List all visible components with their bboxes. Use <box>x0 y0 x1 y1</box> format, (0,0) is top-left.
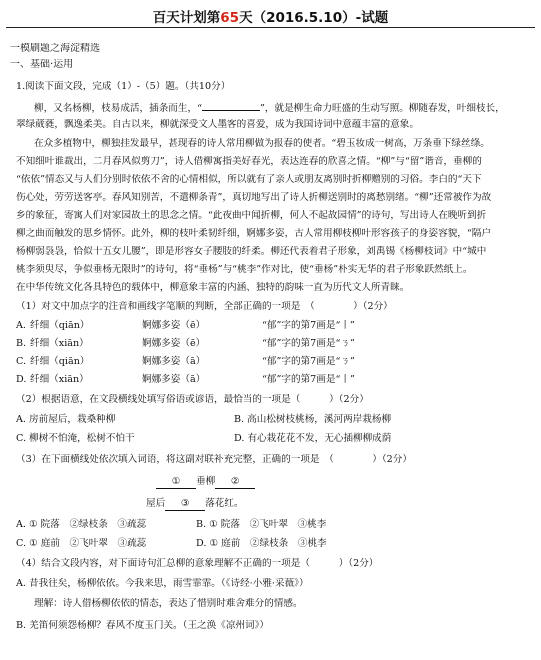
passage-line-4: 不知细叶谁裁出，二月春风似剪刀”，诗人借柳寓指美好春光，表达连春的欣喜之情。“柳”与“留”谐音，垂柳的 <box>16 156 482 167</box>
option-text: A. ① 院落 ②绿枝条 ③疏蕊 <box>16 519 147 530</box>
option-text: 纤细（xiān） <box>30 338 89 349</box>
couplet-blank-1: ① <box>156 476 196 489</box>
title-day-number: 65 <box>220 10 240 26</box>
section-heading-1: 一模刷题之海淀精选 <box>10 43 100 54</box>
passage-line-3: 在众多植物中，柳独挂发最早，甚现春的诗人常用柳做为报春的使者。“碧玉妆成一树高，万条垂下绿丝绦。 <box>34 138 490 149</box>
option-text: A. 房前屋后，栽桑种柳 <box>16 414 116 425</box>
passage-line-9: 杨柳弱袅袅，恰似十五女儿腰”，即是形容女子腰肢的纤柔。柳还代表着君子形象，刘禹锡《杨柳枝词》中“城中 <box>16 246 487 257</box>
option-text: D. ① 庭前 ②绿枝条 ③桃李 <box>196 538 327 549</box>
passage-line-2: 翠绿葳蕤，飘逸柔美。自古以来，柳就深受文人墨客的喜爱，成为我国诗词中意蕴丰富的意象。 <box>16 119 419 130</box>
question-1-4-stem: （4）结合文段内容，对下面诗句汇总柳的意象理解不正确的一项是（ ）（2分） <box>16 558 379 569</box>
option-text: “郁”字的第7画是“ㄋ” <box>262 338 355 349</box>
option-text: D. 有心栽花花不发，无心插柳柳成荫 <box>234 433 392 444</box>
passage-line-6: 伤心处，劳劳送客亭。春风知别苦，不遣柳条青”，真切地写出了诗人折柳送别时的离愁别绪。“柳”还常被作为故 <box>16 192 492 203</box>
option-letter: A. <box>16 320 26 331</box>
passage-line-8: 柳之曲而触发的思乡情怀。此外，柳的枝叶柔韧纤细，婀娜多姿，古人常用柳枝柳叶形容孩子的身姿容貌，“隔户 <box>16 228 491 239</box>
couplet-word: 落花红。 <box>205 498 244 509</box>
option-text: 纤细（xiān） <box>30 374 89 385</box>
option-text: 婀娜多姿（ē） <box>142 338 206 349</box>
couplet-line-2 <box>146 498 244 511</box>
question-1-2-stem: （2）根据语意，在文段横线处填写俗语或谚语，最恰当的一项是（ ）（2分） <box>16 394 369 405</box>
option-b-poem: B. 羌笛何须怨杨柳？春风不度玉门关。（王之涣《凉州词》） <box>16 620 269 631</box>
passage-line-5: “依依”情态又与人们分别时依依不舍的心情相似，所以就有了亲人或朋友离别时折柳赠别的习俗。李白的“天下 <box>16 174 482 185</box>
passage-line-1 <box>34 101 534 115</box>
couplet-line-1 <box>156 476 255 489</box>
passage-line-10: 桃李须臾尽，争似垂杨无限时”的诗句，将“垂杨”与“桃李”作对比，使“垂杨”朴实无华的君子形象跃然纸上。 <box>16 264 473 275</box>
option-text: “郁”字的第7画是“丨” <box>262 320 355 331</box>
question-1-intro: 1.阅读下面文段，完成（1）-（5）题。（共10分） <box>16 81 231 92</box>
title-rule <box>6 27 535 28</box>
passage-line-1a: 柳，又名杨柳，枝易成活，插条而生，“ <box>34 103 202 114</box>
option-text: B. ① 院落 ②飞叶翠 ③桃李 <box>196 519 327 530</box>
section-heading-2: 一、基础·运用 <box>10 59 74 70</box>
option-letter: B. <box>16 338 27 349</box>
passage-line-1b: ”，就是柳生命力旺盛的生动写照。柳随春发，叶细枝长， <box>260 103 505 114</box>
passage-line-11: 在中华传统文化各具特色的载体中，柳意象丰富的内涵、独特的韵味一直为历代文人所青睐。 <box>16 282 410 293</box>
option-text: 婀娜多姿（ē） <box>142 320 206 331</box>
option-text: B. 高山松树枝桃杨，溪河两岸栽杨柳 <box>234 414 392 425</box>
option-letter: C. <box>16 356 27 367</box>
title-prefix: 百天计划第 <box>152 10 221 26</box>
option-letter: D. <box>16 374 27 385</box>
option-a-poem: A. 昔我往矣，杨柳依依。今我来思，雨雪霏霏。（《诗经·小雅·采薇》） <box>16 578 309 589</box>
option-text: 纤细（qiān） <box>30 356 90 367</box>
option-a-explanation: 理解：诗人借杨柳依依的情态，表达了惜别时难舍难分的情感。 <box>34 598 303 609</box>
option-text: “郁”字的第7画是“ㄋ” <box>262 356 355 367</box>
couplet-blank-3: ③ <box>165 498 205 511</box>
couplet-blank-2: ② <box>215 476 255 489</box>
option-text: 婀娜多姿（ā） <box>142 374 206 385</box>
question-1-1-stem: （1）对文中加点字的注音和画线字笔顺的判断，全部正确的一项是 （ ）（2分） <box>16 301 393 312</box>
option-text: 纤细（qiān） <box>30 320 90 331</box>
passage-line-7: 乡的象征，寄寓人们对家园故土的思念之情。“此夜曲中闻折柳，何人不起故园情”的诗句，写出诗人在晚听到折 <box>16 210 487 221</box>
option-text: C. ① 庭前 ②飞叶翠 ③疏蕊 <box>16 538 147 549</box>
couplet-word: 屋后 <box>146 498 166 509</box>
option-text: 婀娜多姿（ā） <box>142 356 206 367</box>
title-suffix: 天（2016.5.10）-试题 <box>239 10 389 26</box>
couplet-word: 垂柳 <box>196 476 216 487</box>
page-title <box>0 6 541 26</box>
question-1-3-stem: （3）在下面横线处依次填入词语，将这副对联补充完整，正确的一项是 （ ）（2分） <box>16 454 412 465</box>
option-text: C. 柳树不怕淹，松树不怕干 <box>16 433 135 444</box>
fill-blank <box>202 101 260 111</box>
option-text: “郁”字的第7画是“丨” <box>262 374 355 385</box>
